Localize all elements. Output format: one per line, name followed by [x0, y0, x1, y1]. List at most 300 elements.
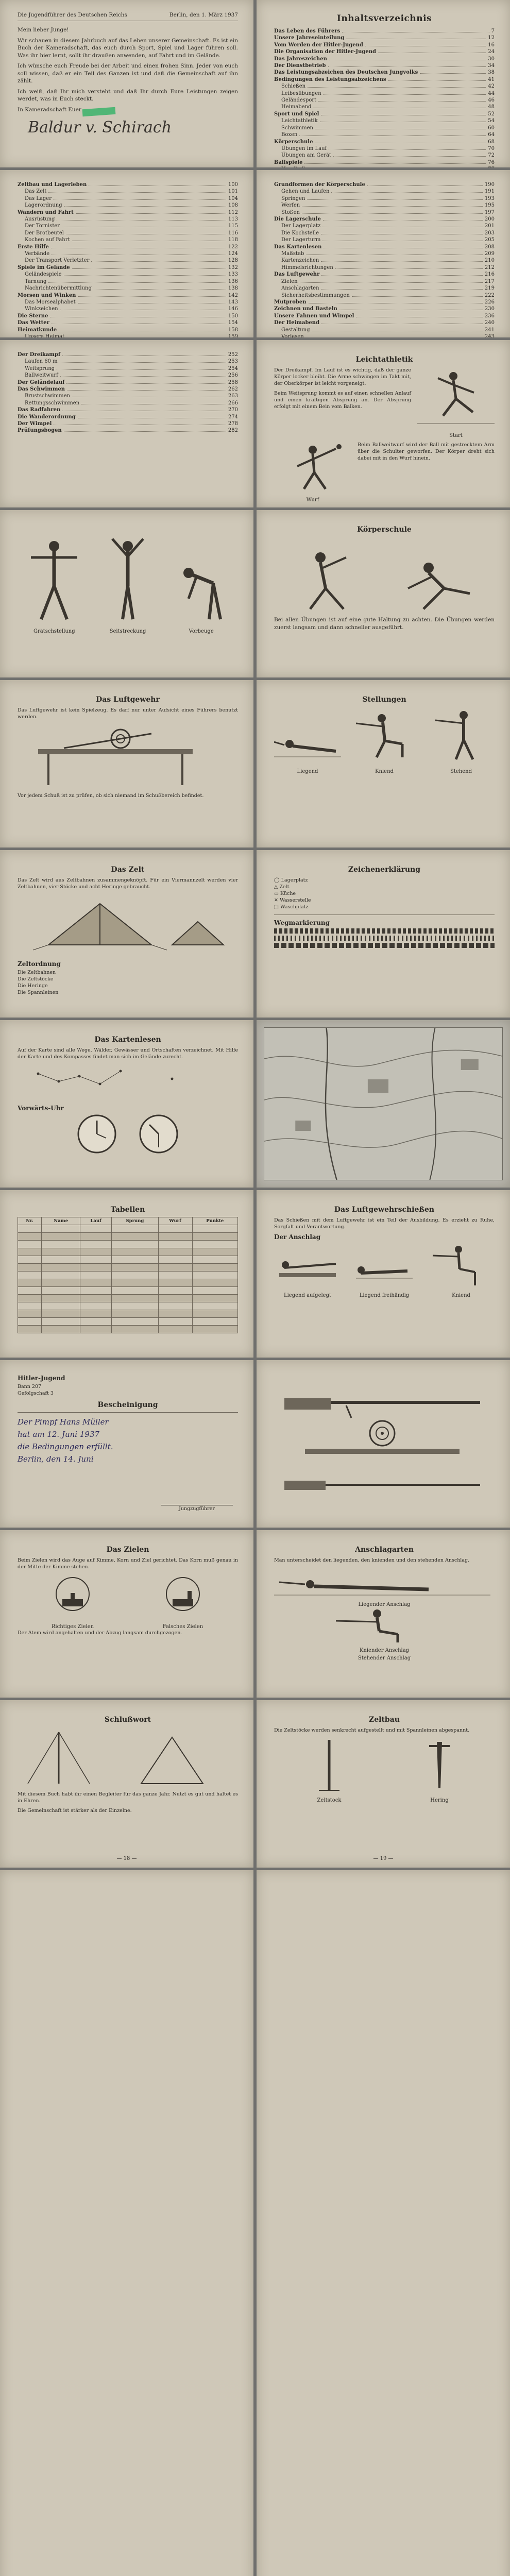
table-cell [158, 1295, 192, 1302]
toc-entry [18, 427, 238, 434]
toc-entry-page: 64 [488, 132, 495, 138]
closing-heading: Schlußwort [104, 1716, 151, 1724]
exercise-caption-3: Vorbeuge [189, 629, 214, 634]
toc-entry-title: Mutproben [274, 299, 307, 305]
toc-entry-title: Grundformen der Körperschule [274, 182, 365, 188]
toc-entry-page: 217 [484, 278, 495, 284]
toc-entry-page: 12 [488, 35, 495, 41]
toc-list-a [274, 28, 495, 167]
preface-head-right: Berlin, den 1. März 1937 [169, 12, 238, 18]
table-cell [80, 1272, 112, 1279]
toc-entry [18, 327, 238, 333]
toc-entry-title: Heimabend [281, 104, 312, 110]
toc-entry-title: Das Leistungsabzeichen des Deutschen Jungvolks [274, 70, 418, 76]
toc-entry [18, 285, 238, 292]
toc-entry-title: Nachrichtenübermittlung [25, 285, 92, 292]
toc-leader-dots [66, 383, 226, 384]
toc-entry [274, 257, 495, 264]
legend-item-4: ✕ Wasserstelle [274, 897, 311, 903]
airgun-caption-2: Liegend freihändig [359, 1293, 410, 1298]
toc-entry-page [488, 166, 495, 167]
table-cell [42, 1318, 80, 1326]
toc-entry [274, 125, 495, 131]
table-cell [158, 1272, 192, 1279]
toc-leader-dots [388, 80, 486, 81]
star-chart-illustration [18, 1063, 234, 1099]
table-row [18, 1295, 238, 1302]
prone-stance-illustration [274, 708, 341, 765]
tent-pole-illustration [18, 1727, 234, 1789]
toc-entry-page: 60 [488, 125, 495, 131]
toc-leader-dots [60, 362, 226, 363]
toc-page-1 [257, 0, 510, 167]
toc-entry-page: 256 [228, 372, 238, 379]
toc-entry-page: 38 [488, 70, 495, 76]
toc-entry-title: Leibesübungen [281, 90, 321, 96]
toc-entry-title: Die Kochstelle [281, 230, 319, 236]
toc-leader-dots [60, 376, 226, 377]
toc-entry-title: Übungen am Gerät [281, 152, 331, 159]
toc-entry [274, 83, 495, 90]
table-header-cell: Name [42, 1217, 80, 1225]
airgun-figure-2 [351, 1242, 418, 1298]
toc-entry-page: 150 [228, 313, 238, 319]
toc-leader-dots [94, 289, 226, 290]
toc-entry-title: Das Wetter [18, 320, 49, 326]
toc-entry-title: Boxen [281, 132, 298, 138]
runner-illustration [417, 367, 495, 429]
toc-list-d [18, 351, 238, 434]
airgun-diagram-illustration [274, 1371, 490, 1505]
exercise-figure-1 [26, 537, 82, 634]
toc-entry [274, 69, 495, 76]
table-cell [18, 1302, 42, 1310]
toc-entry-page: 34 [488, 63, 495, 69]
table-cell [80, 1248, 112, 1256]
toc-list-b [18, 181, 238, 337]
bent-figure-illustration [173, 537, 230, 624]
toc-leader-dots [64, 431, 226, 432]
toc-entry [274, 313, 495, 319]
toc-entry-title: Springen [281, 195, 305, 201]
camp-page-left [0, 850, 253, 1018]
tent-build-caption-2: Hering [430, 1798, 449, 1803]
toc-entry-title: Geländespiele [25, 272, 62, 278]
airgun-section-heading: Der Anschlag [274, 1233, 321, 1241]
toc-entry-title: Ballspiele [274, 159, 303, 165]
athletics-paragraph-2: Beim Weitsprung kommt es auf einen schnellen Anlauf und einen kräftigen Absprung an. Der Absprung erfolgt mit einem Bein vom Balken. [274, 391, 411, 410]
toc-entry-title: Das Morsealphabet [25, 299, 76, 305]
toc-entry [18, 230, 238, 236]
toc-entry-page: 226 [484, 299, 495, 305]
rifle-kneel-illustration [428, 1242, 495, 1289]
toc-leader-dots [333, 156, 486, 157]
spread-shooting-range [0, 680, 510, 848]
toc-leader-dots [321, 289, 483, 290]
athletics-page [257, 340, 510, 507]
toc-entry-page: 274 [228, 414, 238, 420]
toc-leader-dots [308, 87, 486, 88]
exercise-page-left [0, 510, 253, 677]
table-heading: Tabellen [110, 1206, 145, 1214]
toc-entry-page: 195 [484, 202, 495, 209]
table-cell [42, 1256, 80, 1264]
toc-entry-title: Winkzeichen [25, 306, 58, 312]
toc-entry-page: 266 [228, 400, 238, 406]
spread-table [0, 1190, 510, 1358]
toc-entry-page: 16 [488, 42, 495, 48]
toc-entry-page: 108 [228, 202, 238, 209]
toc-entry-page: 158 [228, 327, 238, 333]
toc-entry-title: Stoßen [281, 209, 300, 215]
table-cell [80, 1233, 112, 1241]
toc-entry-title: Der Geländelauf [18, 379, 65, 385]
toc-entry [274, 223, 495, 229]
toc-entry [18, 236, 238, 243]
table-cell [80, 1310, 112, 1318]
toc-entry-title: Ausrüstung [25, 216, 55, 223]
toc-entry [18, 406, 238, 413]
toc-entry [18, 250, 238, 257]
range-paragraph-2: Vor jedem Schuß ist zu prüfen, ob sich niemand im Schußbereich befindet. [18, 793, 204, 799]
exercise-caption-1: Grätschstellung [33, 629, 75, 634]
thrower-figure [274, 442, 351, 503]
tent-build-heading: Zeltbau [369, 1716, 400, 1724]
table-row [18, 1264, 238, 1272]
spread-preface [0, 0, 510, 167]
table-cell [158, 1310, 192, 1318]
toc-entry [274, 131, 495, 138]
toc-entry-title: Das Jahreszeichen [274, 56, 327, 62]
table-cell [18, 1233, 42, 1241]
range-section-heading: Stellungen [362, 696, 406, 704]
toc-leader-dots [321, 275, 483, 276]
airgun-heading: Das Luftgewehrschießen [334, 1206, 435, 1214]
toc-entry [18, 393, 238, 399]
toc-entry [274, 111, 495, 117]
closing-paragraph-2: Die Gemeinschaft ist stärker als der Einzelne. [18, 1808, 132, 1814]
toc-entry [18, 202, 238, 209]
table-cell [112, 1295, 158, 1302]
toc-entry-page: 68 [488, 139, 495, 145]
toc-entry [18, 271, 238, 278]
toc-entry-title: Heimatkunde [18, 327, 57, 333]
green-stamp-mark [82, 107, 116, 116]
toc-entry [18, 216, 238, 223]
table-cell [80, 1302, 112, 1310]
toc-leader-dots [48, 282, 226, 283]
toc-entry-title: Das Radfahren [18, 407, 61, 413]
toc-entry-page: 146 [228, 306, 238, 312]
toc-entry-title: Unsere Heimat [25, 333, 65, 337]
toc-entry-title: Gestaltung [281, 327, 310, 333]
correct-aim-icon [44, 1573, 101, 1620]
toc-entry-page: 54 [488, 118, 495, 124]
toc-entry-page: 252 [228, 352, 238, 358]
toc-entry [274, 90, 495, 97]
aiming-paragraph-2: Der Atem wird angehalten und der Abzug langsam durchgezogen. [18, 1630, 182, 1636]
range-page-right [257, 680, 510, 848]
stances-heading: Anschlagarten [355, 1546, 414, 1554]
range-heading: Das Luftgewehr [96, 696, 160, 704]
toc-entry-page: 201 [484, 223, 495, 229]
toc-page-3 [257, 170, 510, 337]
closing-paragraph-1: Mit diesem Buch habt ihr einen Begleiter für das ganze Jahr. Nutzt es gut und haltet es in Ehren. [18, 1791, 238, 1804]
handwriting-line-2: hat am 12. Juni 1937 [18, 1430, 100, 1439]
toc-entry-title: Der Lagerturm [281, 237, 321, 243]
form-line-2: Bann 207 [18, 1384, 42, 1389]
toc-entry [18, 365, 238, 372]
airgun-figure-3 [428, 1242, 495, 1298]
table-cell [192, 1256, 237, 1264]
table-cell [192, 1295, 237, 1302]
stance-row-1 [274, 1567, 495, 1607]
table-cell [18, 1279, 42, 1287]
toc-entry-page: 24 [488, 49, 495, 55]
toc-entry [18, 292, 238, 299]
toc-entry-page: 143 [228, 299, 238, 305]
table-header-cell: Sprung [112, 1217, 158, 1225]
toc-entry-page: 236 [484, 313, 495, 319]
aiming-figure-1 [44, 1573, 101, 1630]
toc-entry-title: Morsen und Winken [18, 292, 76, 298]
toc-entry-title: Zielen [281, 278, 298, 284]
toc-entry-page: 76 [488, 159, 495, 165]
camp-item-4: Die Spannleinen [18, 990, 59, 995]
camp-text: Das Zelt wird aus Zeltbahnen zusammengeknöpft. Für ein Viermannzelt werden vier Zeltbahnen, vier Stöcke und acht Heringe gebraucht. [18, 877, 238, 890]
airgun-caption-1: Liegend aufgelegt [283, 1293, 332, 1298]
toc-entry [274, 181, 495, 188]
clock-face-1-icon [76, 1113, 117, 1155]
table-cell [192, 1241, 237, 1248]
toc-entry-page: 72 [488, 152, 495, 159]
preface-salutation: Mein lieber Junge! [18, 27, 69, 33]
toc-entry-page: 263 [228, 393, 238, 399]
table-cell [158, 1318, 192, 1326]
toc-entry-title: Schießen [281, 83, 306, 90]
table-cell [158, 1287, 192, 1295]
toc-entry-title: Sicherheitsbestimmungen [281, 292, 350, 298]
toc-entry-title: Weitsprung [25, 365, 55, 371]
toc-entry [274, 327, 495, 333]
toc-entry-title: Wandern und Fahrt [18, 209, 74, 215]
table-page [0, 1190, 253, 1358]
toc-entry [274, 159, 495, 166]
athletics-paragraph-1: Der Dreikampf. Im Lauf ist es wichtig, daß der ganze Körper locker bleibt. Die Arme schwingen im Takt mit, der Oberkörper ist leicht vorgeneigt. [274, 367, 411, 386]
toc-entry [274, 230, 495, 236]
table-cell [112, 1241, 158, 1248]
exercise-caption-2: Seitstreckung [109, 629, 146, 634]
toc-entry-title: Das Lager [25, 195, 52, 201]
table-row [18, 1225, 238, 1233]
toc-entry [274, 299, 495, 306]
toc-entry-title: Bedingungen des Leistungsabzeichens [274, 76, 386, 82]
tent-stake-icon [298, 1737, 360, 1793]
toc-entry-page: 216 [484, 272, 495, 278]
toc-entry-page: 115 [228, 223, 238, 229]
toc-entry-page: 41 [488, 76, 495, 82]
table-cell [18, 1310, 42, 1318]
toc-entry-title: Körperschule [274, 139, 313, 145]
map-page [257, 1020, 510, 1188]
arms-up-figure-illustration [99, 537, 156, 624]
toc-entry [18, 299, 238, 306]
toc-entry-page: 7 [491, 28, 495, 34]
toc-entry [274, 48, 495, 55]
spread-lower-pages [0, 1870, 510, 2576]
toc-entry [18, 209, 238, 216]
toc-page-2 [0, 170, 253, 337]
table-row [18, 1326, 238, 1333]
closing-page [0, 1700, 253, 1868]
form-line-3: Gefolgschaft 3 [18, 1391, 54, 1396]
stances-text: Man unterscheidet den liegenden, den knienden und den stehenden Anschlag. [274, 1557, 470, 1563]
table-cell [18, 1256, 42, 1264]
toc-entry [274, 42, 495, 48]
toc-entry-page: 191 [484, 189, 495, 195]
standing-figure-illustration [26, 537, 82, 624]
toc-entry-page: 128 [228, 258, 238, 264]
toc-entry [18, 181, 238, 188]
toc-entry-title: Himmelsrichtungen [281, 264, 333, 270]
athletics-paragraph-3: Beim Ballweitwurf wird der Ball mit gestrecktem Arm über die Schulter geworfen. Der Körper dreht sich dabei mit in den Wurf hinein. [358, 442, 495, 461]
standing-stance-illustration [428, 708, 495, 765]
table-header-cell: Nr. [18, 1217, 42, 1225]
legend-item-5: ⬚ Waschplatz [274, 904, 309, 910]
table-cell [42, 1302, 80, 1310]
toc-entry-title: Der Dienstbetrieb [274, 63, 326, 69]
legend-item-3: ▭ Küche [274, 891, 296, 896]
exercise-text: Bei allen Übungen ist auf eine gute Haltung zu achten. Die Übungen werden zuerst langsam und dann schneller ausgeführt. [274, 617, 495, 631]
toc-entry-title: Zeichnen und Basteln [274, 306, 337, 312]
exercise-figure-3 [173, 537, 230, 634]
toc-leader-dots [57, 220, 226, 221]
toc-entry [274, 285, 495, 292]
toc-entry-title: Leichtathletik [281, 118, 318, 124]
toc-entry [274, 195, 495, 202]
toc-entry [274, 278, 495, 285]
toc-title: Inhaltsverzeichnis [336, 13, 432, 24]
preface-closing: In Kameradschaft Euer [18, 106, 81, 113]
toc-entry-page: 159 [228, 333, 238, 337]
toc-entry-page: 52 [488, 111, 495, 117]
stance-figure-3 [428, 708, 495, 774]
toc-entry-title: Erste Hilfe [18, 244, 49, 250]
table-cell [158, 1302, 192, 1310]
toc-entry [274, 117, 495, 124]
toc-entry-page: 100 [228, 182, 238, 188]
toc-entry [274, 152, 495, 159]
toc-entry-title: Die Wanderordnung [18, 414, 76, 420]
toc-entry-page: 42 [488, 83, 495, 90]
toc-entry [18, 278, 238, 285]
table-cell [18, 1264, 42, 1272]
toc-leader-dots [352, 296, 483, 297]
tent-illustration [18, 893, 234, 955]
aiming-heading: Das Zielen [106, 1546, 149, 1554]
toc-entry-title: Kochen auf Fahrt [25, 237, 70, 243]
table-cell [80, 1326, 112, 1333]
kneeling-stance-illustration [351, 708, 418, 765]
toc-list-c [274, 181, 495, 337]
toc-entry-title: Verbände [25, 251, 50, 257]
toc-entry [18, 351, 238, 358]
preface-signature: Baldur v. Schirach [28, 118, 172, 137]
map-section-heading: Das Kartenlesen [94, 1036, 161, 1044]
toc-entry [274, 264, 495, 271]
toc-leader-dots [72, 268, 226, 269]
toc-entry-page: 124 [228, 251, 238, 257]
toc-entry [18, 379, 238, 386]
toc-leader-dots [67, 390, 226, 391]
table-cell [42, 1279, 80, 1287]
range-paragraph-1: Das Luftgewehr ist kein Spielzeug. Es darf nur unter Aufsicht eines Führers benutzt werden. [18, 707, 238, 720]
form-sign-label: Jungzugführer [179, 1506, 215, 1512]
marker-stripe-2 [274, 936, 495, 941]
toc-entry-title: Schwimmen [281, 125, 313, 131]
airgun-diagram-page [257, 1360, 510, 1528]
toc-page-4 [0, 340, 253, 507]
toc-entry-title: Zeltbau und Lagerleben [18, 182, 87, 188]
toc-entry-page: 243 [484, 333, 495, 337]
table-cell [112, 1318, 158, 1326]
toc-entry [274, 97, 495, 104]
toc-entry-page: 278 [228, 421, 238, 427]
toc-entry [274, 216, 495, 223]
topographic-map [264, 1027, 503, 1180]
tent-build-page [257, 1700, 510, 1868]
toc-entry [274, 202, 495, 209]
table-cell [18, 1248, 42, 1256]
toc-leader-dots [299, 135, 486, 136]
camp-sub-heading: Zeltordnung [18, 960, 61, 968]
table-cell [158, 1241, 192, 1248]
stance-row-2 [274, 1607, 495, 1653]
toc-leader-dots [329, 149, 486, 150]
preface-paragraph-2: Ich wünsche euch Freude bei der Arbeit und einen frohen Sinn. Jeder von euch soll wissen, daß er ein Teil des Ganzen ist und daß die Gemeinschaft auf ihn zählt. [18, 63, 238, 84]
table-cell [112, 1233, 158, 1241]
toc-entry-title: Der Tornister [25, 223, 60, 229]
toc-entry [18, 420, 238, 427]
toc-leader-dots [420, 73, 486, 74]
toc-entry-title: Übungen im Lauf [281, 145, 327, 151]
table-cell [42, 1295, 80, 1302]
toc-leader-dots [307, 199, 482, 200]
toc-entry [18, 195, 238, 202]
stances-caption-3: Stehender Anschlag [358, 1655, 411, 1661]
toc-entry-page: 112 [228, 209, 238, 215]
toc-entry-title: Der Wimpel [18, 421, 52, 427]
table-cell [80, 1318, 112, 1326]
form-line-4: Bescheinigung [97, 1401, 158, 1409]
form-page [0, 1360, 253, 1528]
toc-entry-page: 254 [228, 365, 238, 371]
stance-figure-1 [274, 708, 341, 774]
table-header-cell: Lauf [80, 1217, 112, 1225]
spread-athletics [0, 340, 510, 507]
toc-entry [274, 271, 495, 278]
table-row [18, 1287, 238, 1295]
table-row [18, 1256, 238, 1264]
toc-entry-page: 209 [484, 251, 495, 257]
results-table [18, 1217, 238, 1333]
rifle-rest-illustration [274, 1242, 341, 1289]
toc-leader-dots [367, 185, 483, 186]
toc-entry-title: Gehen und Laufen [281, 189, 330, 195]
toc-entry-page: 197 [484, 209, 495, 215]
toc-entry [18, 372, 238, 379]
toc-entry-page: 230 [484, 306, 495, 312]
